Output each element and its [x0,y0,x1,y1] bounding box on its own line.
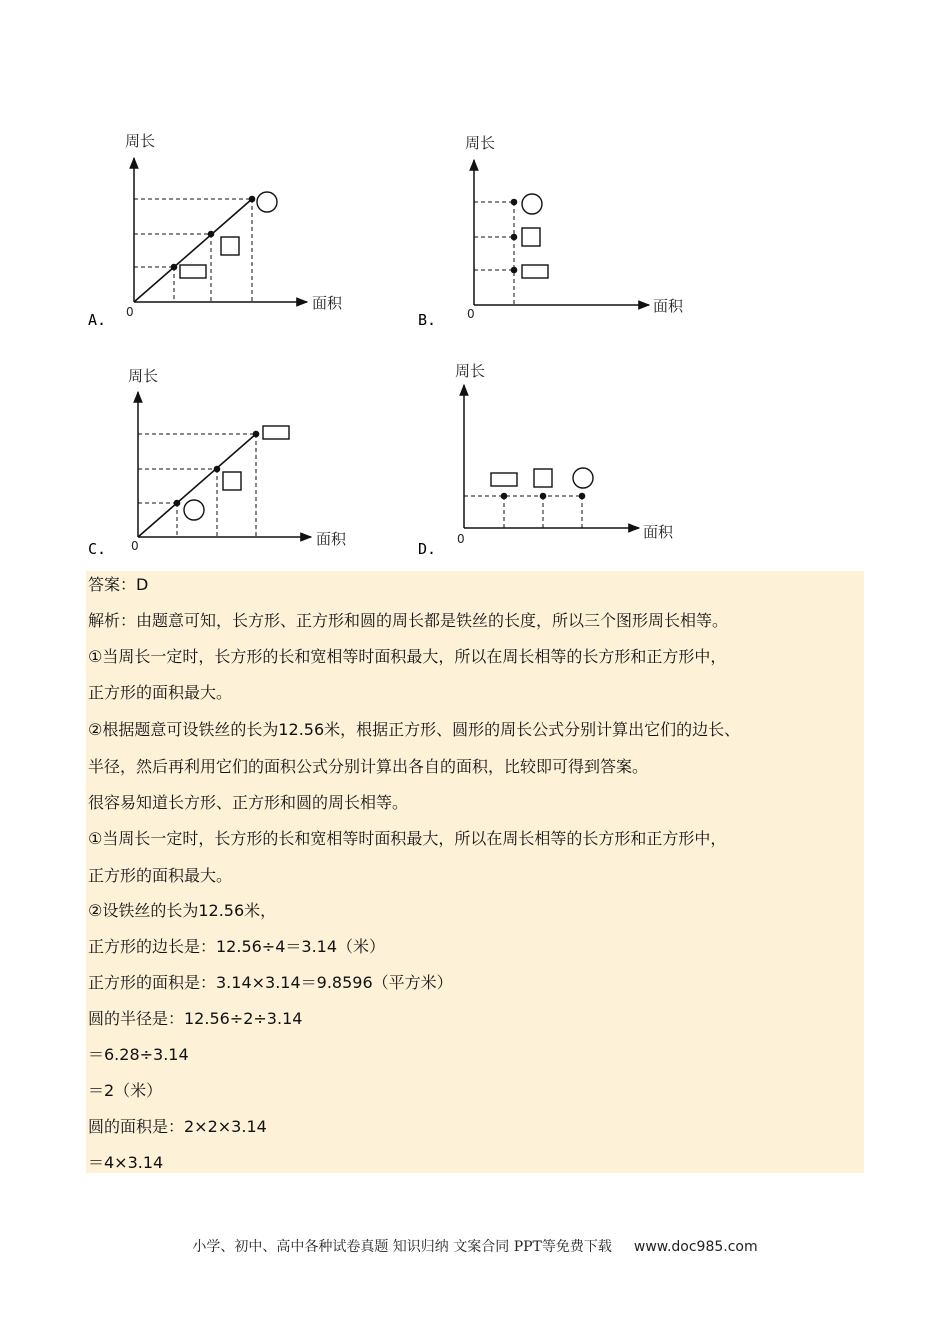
footer [0,1236,950,1256]
data-point [214,466,221,473]
footer-text: 小学、初中、高中各种试卷真题 知识归纳 文案合同 PPT等免费下载 [192,1239,612,1255]
circle-shape-icon [184,500,204,520]
data-point [511,199,518,206]
rectangle-shape-icon [263,426,289,439]
answer-line: ①当周长一定时，长方形的长和宽相等时面积最大，所以在周长相等的长方形和正方形中， [88,647,727,666]
data-point [511,267,518,274]
answer-line: ②设铁丝的长为12.56米， [88,901,277,920]
y-axis-label: 周长 [455,362,486,380]
answer-line: ＝4×3.14 [88,1153,164,1172]
answer-line: ＝2（米） [88,1081,163,1100]
answer-line: 答案：D [88,575,149,594]
rectangle-shape-icon [491,473,517,486]
data-point [174,500,181,507]
x-axis-label: 面积 [653,297,684,315]
option-c-graph [124,364,364,564]
y-axis-label: 周长 [465,134,496,152]
trend-line [134,199,252,302]
answer-line: 半径，然后再利用它们的面积公式分别计算出各自的面积，比较即可得到答案。 [88,757,649,776]
x-axis-label: 面积 [643,523,674,541]
answer-line: 圆的半径是：12.56÷2÷3.14 [88,1009,303,1028]
answer-line: ①当周长一定时，长方形的长和宽相等时面积最大，所以在周长相等的长方形和正方形中， [88,829,727,848]
data-point [171,264,178,271]
origin-label: 0 [131,539,139,553]
x-axis-label: 面积 [312,294,343,312]
data-point [579,493,586,500]
answer-line: 正方形的边长是：12.56÷4＝3.14（米） [88,937,386,956]
y-axis-label: 周长 [128,367,159,385]
answer-line: 很容易知道长方形、正方形和圆的周长相等。 [88,793,409,812]
rectangle-shape-icon [522,265,548,278]
option-a-graph [120,130,360,330]
circle-shape-icon [522,194,542,214]
origin-label: 0 [126,305,134,319]
data-point [501,493,508,500]
answer-line: 圆的面积是：2×2×3.14 [88,1117,267,1136]
data-point [511,234,518,241]
answer-line: 正方形的面积最大。 [88,866,233,885]
option-d-letter: D. [418,540,437,558]
option-b-letter: B. [418,311,437,329]
footer-url[interactable]: www.doc985.com [633,1239,758,1255]
circle-shape-icon [573,468,593,488]
circle-shape-icon [257,192,277,212]
data-point [253,431,260,438]
answer-line: ＝6.28÷3.14 [88,1045,189,1064]
option-b-graph [462,132,702,332]
data-point [540,493,547,500]
option-a-letter: A. [88,311,107,329]
answer-line: 解析：由题意可知，长方形、正方形和圆的周长都是铁丝的长度，所以三个图形周长相等。 [88,611,729,630]
option-d-graph [452,357,692,557]
x-axis-label: 面积 [316,530,347,548]
origin-label: 0 [457,532,465,546]
square-shape-icon [522,228,540,246]
data-point [249,196,256,203]
data-point [208,231,215,238]
rectangle-shape-icon [180,265,206,278]
answer-line: ②根据题意可设铁丝的长为12.56米，根据正方形、圆形的周长公式分别计算出它们的边长、 [88,720,741,739]
origin-label: 0 [467,307,475,321]
option-c-letter: C. [88,540,107,558]
square-shape-icon [221,237,239,255]
y-axis-label: 周长 [125,132,156,150]
square-shape-icon [534,469,552,487]
answer-line: 正方形的面积是：3.14×3.14＝9.8596（平方米） [88,973,453,992]
answer-line: 正方形的面积最大。 [88,683,233,702]
square-shape-icon [223,472,241,490]
trend-line [138,434,256,537]
